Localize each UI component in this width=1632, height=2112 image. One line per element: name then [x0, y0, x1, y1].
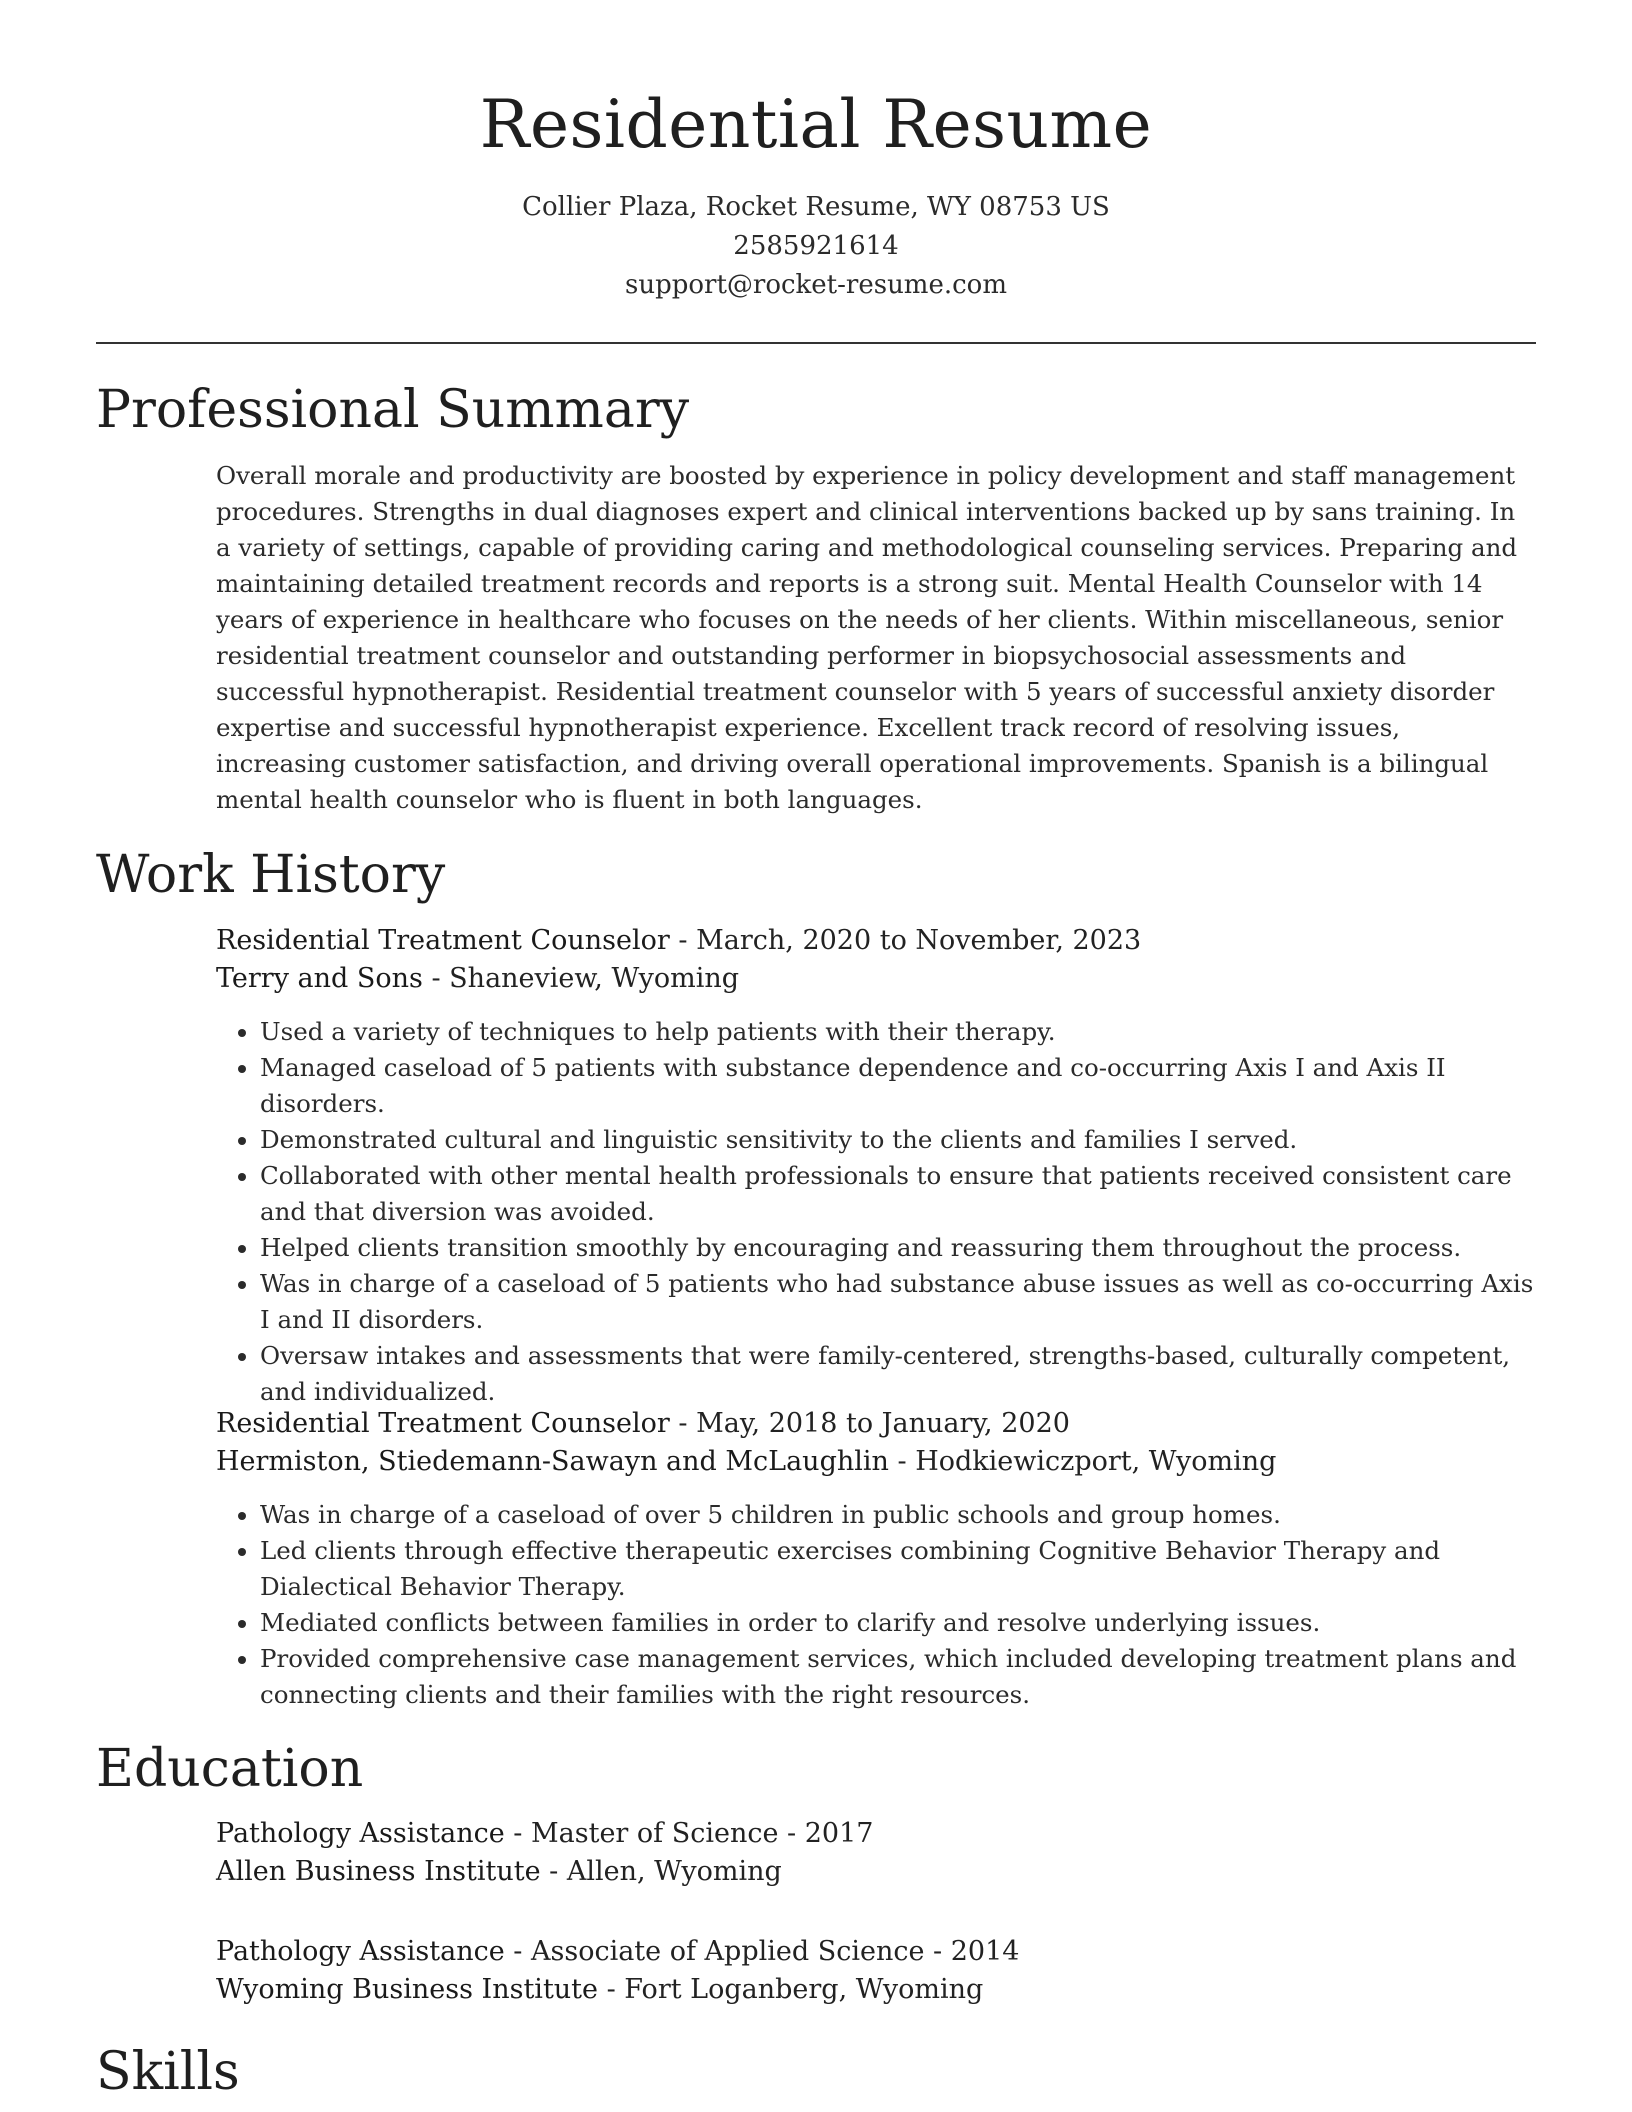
job-company-line — [216, 960, 1536, 998]
education-location: - Fort Loganberg, Wyoming — [598, 1974, 984, 2005]
job-company: Terry and Sons — [216, 963, 423, 994]
education-degree: - Associate of Applied Science - 2014 — [504, 1936, 1020, 1967]
education-degree-line — [216, 1933, 1536, 1971]
section-title-skills: Skills — [96, 2042, 240, 2102]
education-school: Wyoming Business Institute — [216, 1974, 599, 2005]
contact-address: Collier Plaza, Rocket Resume, WY 08753 US — [522, 192, 1110, 222]
job-location: - Shaneview, Wyoming — [422, 963, 740, 994]
job-company-line — [216, 1443, 1536, 1481]
job-entry — [216, 922, 1536, 1410]
education-school: Allen Business Institute — [216, 1856, 541, 1887]
job-title-line — [216, 922, 1536, 960]
job-bullet: • Was in charge of a caseload of over 5 children in public schools and group homes. — [260, 1497, 1536, 1533]
education-location: - Allen, Wyoming — [540, 1856, 782, 1887]
section-title-education: Education — [96, 1739, 364, 1799]
job-bullets — [216, 1497, 1536, 1713]
job-bullet: • Collaborated with other mental health professionals to ensure that patients received consistent care and that diversion was avoided. — [260, 1158, 1536, 1230]
contact-phone: 2585921614 — [733, 231, 899, 261]
section-title-summary: Professional Summary — [96, 380, 690, 440]
resume-header — [96, 80, 1536, 305]
summary-block — [216, 458, 1536, 818]
education-degree-line — [216, 1815, 1536, 1853]
resume-title: Residential Resume — [479, 86, 1153, 163]
job-bullet: • Managed caseload of 5 patients with substance dependence and co-occurring Axis I and Axis II disorders. — [260, 1050, 1536, 1122]
education-degree: - Master of Science - 2017 — [504, 1818, 874, 1849]
job-entry — [216, 1405, 1536, 1713]
education-school-line — [216, 1853, 1536, 1891]
education-entry — [216, 1933, 1536, 2009]
job-title-line — [216, 1405, 1536, 1443]
education-school-line — [216, 1971, 1536, 2009]
job-role: Residential Treatment Counselor — [216, 1408, 670, 1439]
job-bullet: • Used a variety of techniques to help patients with their therapy. — [260, 1014, 1536, 1050]
job-bullet: • Helped clients transition smoothly by encouraging and reassuring them throughout the process. — [260, 1230, 1536, 1266]
education-field: Pathology Assistance — [216, 1936, 505, 1967]
section-title-work: Work History — [96, 845, 446, 905]
education-field: Pathology Assistance — [216, 1818, 505, 1849]
job-dates: - March, 2020 to November, 2023 — [669, 925, 1142, 956]
education-entry — [216, 1815, 1536, 1891]
job-bullet: • Demonstrated cultural and linguistic sensitivity to the clients and families I served. — [260, 1122, 1536, 1158]
contact-email: support@rocket-resume.com — [624, 270, 1007, 300]
job-bullet: • Was in charge of a caseload of 5 patients who had substance abuse issues as well as co-occurring Axis I and II disorders. — [260, 1266, 1536, 1338]
job-bullet: • Provided comprehensive case management services, which included developing treatment plans and connecting clients and their families with the right resources. — [260, 1641, 1536, 1713]
summary-text: Overall morale and productivity are boosted by experience in policy development and staff management procedures. Strengths in dual diagnoses expert and clinical interventions backed up by sans training. In a variety of settings, capable of providing caring and methodological counseling services. Preparing and maintaining detailed treatment records and reports is a strong suit. Mental Health Counselor with 14 years of experience in healthcare who focuses on the needs of her clients. Within miscellaneous, senior residential treatment counselor and outstanding performer in biopsychosocial assessments and successful hypnotherapist. Residential treatment counselor with 5 years of successful anxiety disorder expertise and successful hypnotherapist experience. Excellent track record of resolving issues, increasing customer satisfaction, and driving overall operational improvements. Spanish is a bilingual mental health counselor who is fluent in both languages. — [216, 461, 1518, 814]
job-company: Hermiston, Stiedemann-Sawayn and McLaughlin — [216, 1446, 889, 1477]
job-bullet: • Oversaw intakes and assessments that were family-centered, strengths-based, culturally competent, and individualized. — [260, 1338, 1536, 1410]
job-bullet: • Mediated conflicts between families in order to clarify and resolve underlying issues. — [260, 1605, 1536, 1641]
job-dates: - May, 2018 to January, 2020 — [669, 1408, 1070, 1439]
job-bullets — [216, 1014, 1536, 1410]
header-divider — [96, 342, 1536, 344]
job-bullet: • Led clients through effective therapeutic exercises combining Cognitive Behavior Therapy and Dialectical Behavior Therapy. — [260, 1533, 1536, 1605]
job-role: Residential Treatment Counselor — [216, 925, 670, 956]
job-location: - Hodkiewiczport, Wyoming — [888, 1446, 1277, 1477]
